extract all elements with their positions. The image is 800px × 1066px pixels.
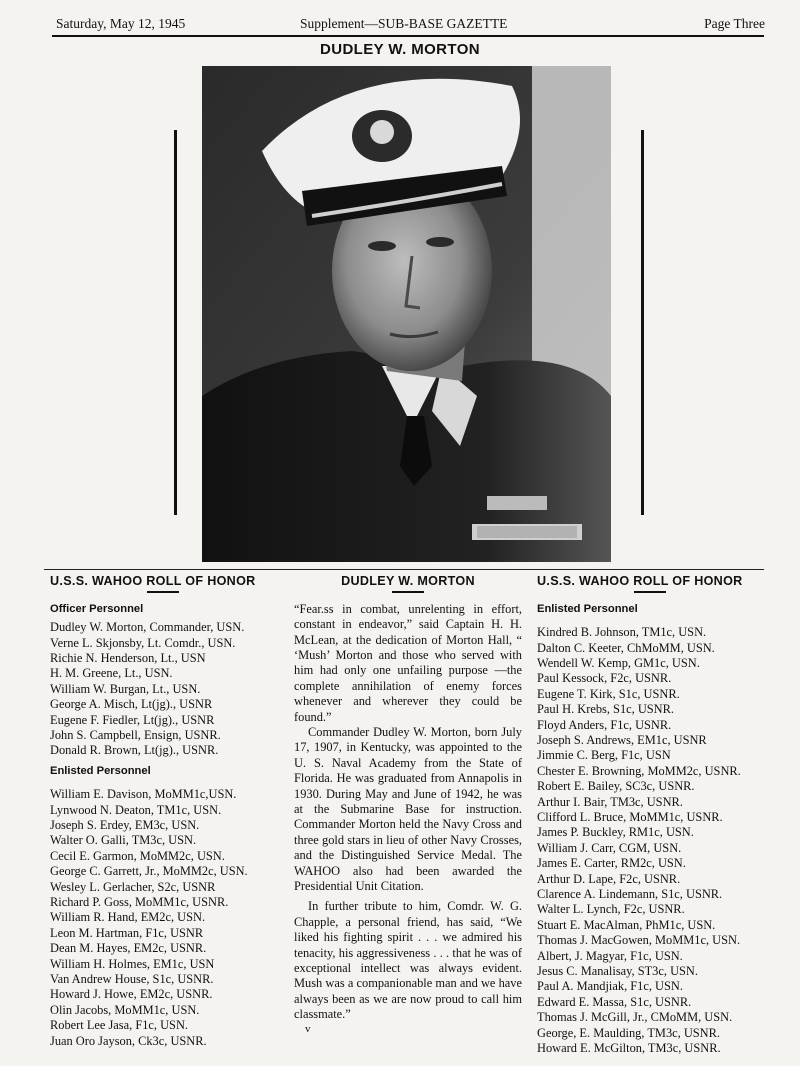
- heading-dash: [634, 591, 666, 592]
- enlisted-personnel-heading-left: Enlisted Personnel: [50, 764, 151, 777]
- heading-dash: [147, 591, 179, 592]
- roster-entry: Kindred B. Johnson, TM1c, USN.: [537, 625, 707, 640]
- enlisted-list-right: [537, 625, 763, 1056]
- roster-entry: Eugene T. Kirk, S1c, USNR.: [537, 686, 680, 701]
- roster-entry: Jimmie C. Berg, F1c, USN: [537, 748, 671, 763]
- roster-entry: Joseph S. Andrews, EM1c, USNR: [537, 732, 707, 747]
- officer-personnel-heading: Officer Personnel: [50, 602, 144, 615]
- roster-entry: Donald R. Brown, Lt(jg)., USNR.: [50, 743, 219, 758]
- roster-entry: George A. Misch, Lt(jg)., USNR: [50, 697, 213, 712]
- roster-entry: Leon M. Hartman, F1c, USNR: [50, 925, 204, 940]
- roster-entry: Robert Lee Jasa, F1c, USN.: [50, 1018, 188, 1033]
- roster-entry: H. M. Greene, Lt., USN.: [50, 666, 173, 681]
- roster-entry: Albert, J. Magyar, F1c, USN.: [537, 948, 683, 963]
- roster-entry: Chester E. Browning, MoMM2c, USNR.: [537, 763, 741, 778]
- issue-date: Saturday, May 12, 1945: [56, 16, 186, 31]
- roster-entry: Robert E. Bailey, SC3c, USNR.: [537, 779, 695, 794]
- roster-entry: Walter O. Galli, TM3c, USN.: [50, 833, 197, 848]
- page-title: DUDLEY W. MORTON: [319, 41, 481, 58]
- officer-list: [50, 620, 276, 759]
- roster-entry: James E. Carter, RM2c, USN.: [537, 856, 686, 871]
- roster-entry: Lynwood N. Deaton, TM1c, USN.: [50, 802, 222, 817]
- right-decorative-bar: [641, 130, 644, 515]
- right-column: [537, 574, 763, 1056]
- article-paragraph-1: “Fear.ss in combat, unrelenting in effort, constant in endeavor,” said Captain H. H. McLean, at the dedication of Morton Hall, “ ‘Mush’ Morton and those who served with him had only one unfailing purpose —the complete annihilation of enemy forces whenever and wherever they could be found.”: [294, 601, 522, 724]
- left-column: [50, 574, 276, 1049]
- left-decorative-bar: [174, 130, 177, 515]
- roll-of-honor-heading-right: U.S.S. WAHOO ROLL OF HONOR: [537, 574, 743, 588]
- roster-entry: Clifford L. Bruce, MoMM1c, USNR.: [537, 809, 723, 824]
- roster-entry: Richard P. Goss, MoMM1c, USNR.: [50, 895, 229, 910]
- roster-entry: George, E. Maulding, TM3c, USNR.: [537, 1025, 720, 1040]
- roster-entry: Dalton C. Keeter, ChMoMM, USN.: [537, 640, 715, 655]
- page-number: Page Three: [704, 16, 765, 31]
- section-rule: [44, 569, 764, 570]
- roster-entry: William R. Hand, EM2c, USN.: [50, 910, 206, 925]
- roll-of-honor-heading-left: U.S.S. WAHOO ROLL OF HONOR: [50, 574, 256, 588]
- middle-column: [294, 574, 522, 1023]
- heading-dash: [392, 591, 424, 592]
- header-rule: [52, 35, 764, 37]
- roster-entry: Dudley W. Morton, Commander, USN.: [50, 620, 245, 635]
- portrait-photo: [202, 66, 611, 562]
- roster-entry: Paul A. Mandjiak, F1c, USN.: [537, 979, 683, 994]
- roster-entry: Richie N. Henderson, Lt., USN: [50, 650, 206, 665]
- article-paragraph-3: In further tribute to him, Comdr. W. G. Chapple, a personal friend, has said, “We liked his fighting spirit . . . we admired his tenacity, his aggressiveness . . . that he was of exceptional intellect was always evident. Mush was a companionable man and we have always been as we are now proud to call him classmate.”: [294, 899, 522, 1022]
- roster-entry: Paul H. Krebs, S1c, USNR.: [537, 702, 674, 717]
- enlisted-list-left: [50, 787, 276, 1049]
- roster-entry: Eugene F. Fiedler, Lt(jg)., USNR: [50, 712, 215, 727]
- roster-entry: Jesus C. Manalisay, ST3c, USN.: [537, 964, 698, 979]
- roster-entry: George C. Garrett, Jr., MoMM2c, USN.: [50, 864, 248, 879]
- roster-entry: Arthur D. Lape, F2c, USNR.: [537, 871, 681, 886]
- roster-entry: Juan Oro Jayson, Ck3c, USNR.: [50, 1033, 207, 1048]
- supplement-title: Supplement—SUB-BASE GAZETTE: [300, 16, 508, 31]
- roster-entry: Stuart E. MacAlman, PhM1c, USN.: [537, 917, 716, 932]
- roster-entry: Clarence A. Lindemann, S1c, USNR.: [537, 887, 723, 902]
- roster-entry: Verne L. Skjonsby, Lt. Comdr., USN.: [50, 635, 236, 650]
- portrait-illustration: [202, 66, 611, 562]
- roster-entry: Edward E. Massa, S1c, USNR.: [537, 994, 692, 1009]
- article-paragraph-2: Commander Dudley W. Morton, born July 17, 1907, in Kentucky, was appointed to the U. S. Naval Academy from the State of Florida. He was graduated from Annapolis in 1930. During May and June of 1942, he was at the Submarine Base for instruction. Commander Morton held the Navy Cross and three gold stars in lieu of other Navy Crosses, and the Distinguished Service Medal. The WAHOO also had been awarded the Presidential Unit Citation.: [294, 724, 522, 894]
- roster-entry: Howard E. McGilton, TM3c, USNR.: [537, 1041, 721, 1056]
- roster-entry: Arthur I. Bair, TM3c, USNR.: [537, 794, 683, 809]
- roster-entry: William E. Davison, MoMM1c,USN.: [50, 787, 237, 802]
- roster-entry: William W. Burgan, Lt., USN.: [50, 681, 201, 696]
- roster-entry: James P. Buckley, RM1c, USN.: [537, 825, 694, 840]
- roster-entry: Paul Kessock, F2c, USNR.: [537, 671, 672, 686]
- roster-entry: Thomas J. MacGowen, MoMM1c, USN.: [537, 933, 741, 948]
- enlisted-personnel-heading-right: Enlisted Personnel: [537, 602, 638, 615]
- morton-article-heading: DUDLEY W. MORTON: [341, 574, 475, 588]
- page-mark: v: [305, 1023, 311, 1035]
- roster-entry: Dean M. Hayes, EM2c, USNR.: [50, 941, 207, 956]
- roster-entry: William H. Holmes, EM1c, USN: [50, 956, 215, 971]
- roster-entry: Joseph S. Erdey, EM3c, USN.: [50, 817, 200, 832]
- roster-entry: Floyd Anders, F1c, USNR.: [537, 717, 672, 732]
- roster-entry: Cecil E. Garmon, MoMM2c, USN.: [50, 848, 225, 863]
- roster-entry: Wesley L. Gerlacher, S2c, USNR: [50, 879, 216, 894]
- roster-entry: Thomas J. McGill, Jr., CMoMM, USN.: [537, 1010, 733, 1025]
- roster-entry: Van Andrew House, S1c, USNR.: [50, 972, 214, 987]
- roster-entry: William J. Carr, CGM, USN.: [537, 840, 682, 855]
- roster-entry: Wendell W. Kemp, GM1c, USN.: [537, 655, 700, 670]
- roster-entry: Howard J. Howe, EM2c, USNR.: [50, 987, 213, 1002]
- roster-entry: Olin Jacobs, MoMM1c, USN.: [50, 1002, 200, 1017]
- roster-entry: Walter L. Lynch, F2c, USNR.: [537, 902, 685, 917]
- roster-entry: John S. Campbell, Ensign, USNR.: [50, 727, 221, 742]
